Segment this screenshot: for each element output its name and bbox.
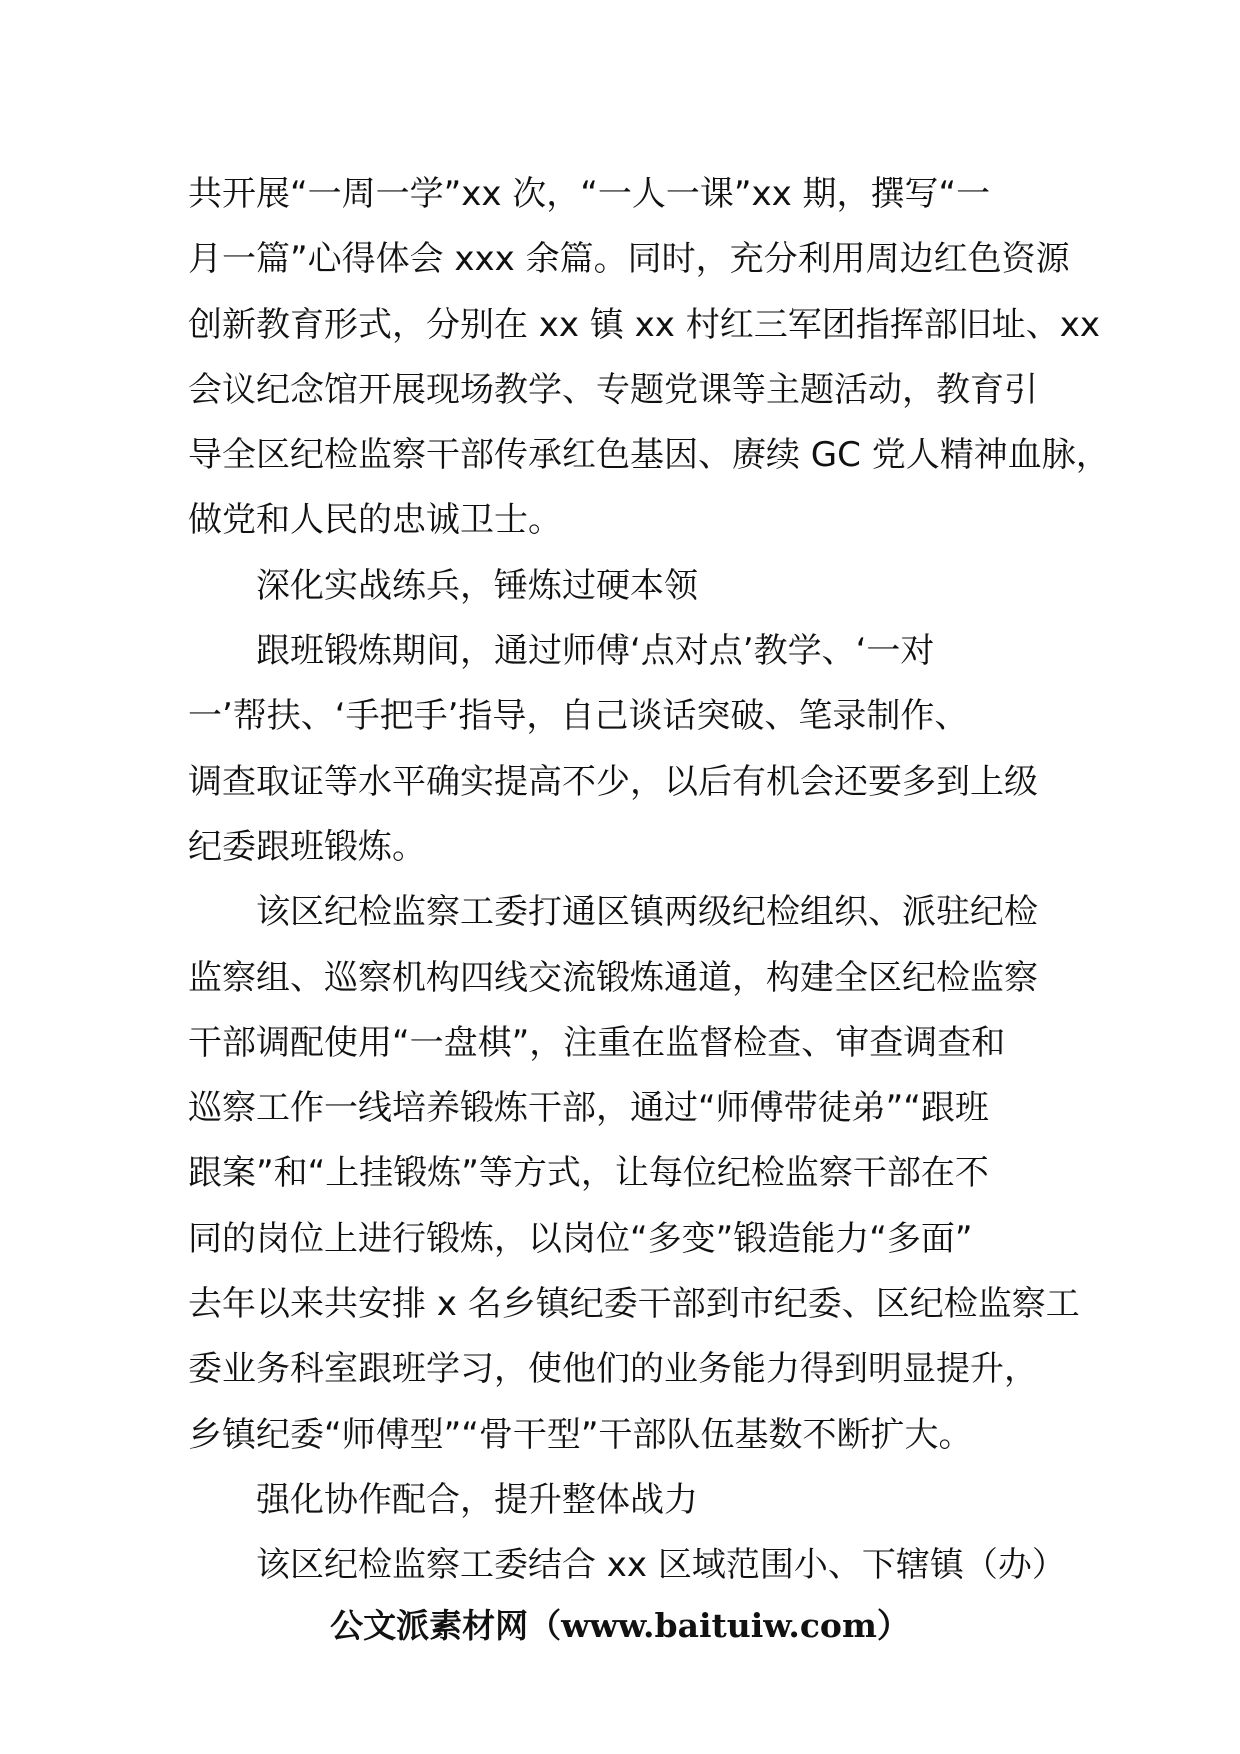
section-heading: 强化协作配合，提升整体战力 xyxy=(188,1479,698,1520)
text-line: 导全区纪检监察干部传承红色基因、赓续 GC 党人精神血脉， xyxy=(188,435,1110,476)
text-line: 跟案”和“上挂锻炼”等方式，让每位纪检监察干部在不 xyxy=(188,1153,989,1194)
text-line: 干部调配使用“一盘棋”，注重在监督检查、审查调查和 xyxy=(188,1022,1006,1063)
text-line: 同的岗位上进行锻炼，以岗位“多变”锻造能力“多面” xyxy=(188,1218,973,1259)
text-line: 会议纪念馆开展现场教学、专题党课等主题活动，教育引 xyxy=(188,369,1038,410)
text-line: 一’帮扶、‘手把手’指导，自己谈话突破、笔录制作、 xyxy=(188,696,969,737)
text-line: 委业务科室跟班学习，使他们的业务能力得到明显提升， xyxy=(188,1349,1038,1390)
text-line: 纪委跟班锻炼。 xyxy=(188,826,426,867)
document-body xyxy=(188,162,1110,1599)
text-line: 去年以来共安排 x 名乡镇纪委干部到市纪委、区纪检监察工 xyxy=(188,1284,1080,1325)
footer-watermark: 公文派素材网（www.baituiw.com） xyxy=(330,1606,910,1645)
text-line: 做党和人民的忠诚卫士。 xyxy=(188,500,562,541)
text-line: 该区纪检监察工委打通区镇两级纪检组织、派驻纪检 xyxy=(188,892,1038,933)
text-line: 监察组、巡察机构四线交流锻炼通道，构建全区纪检监察 xyxy=(188,957,1038,998)
text-line: 跟班锻炼期间，通过师傅‘点对点’教学、‘一对 xyxy=(188,631,935,672)
section-heading: 深化实战练兵，锤炼过硬本领 xyxy=(188,565,698,606)
text-line: 巡察工作一线培养锻炼干部，通过“师傅带徒弟”“跟班 xyxy=(188,1088,989,1129)
text-line: 创新教育形式，分别在 xx 镇 xx 村红三军团指挥部旧址、xx xyxy=(188,304,1100,345)
text-line: 该区纪检监察工委结合 xx 区域范围小、下辖镇（办） xyxy=(188,1545,1066,1586)
text-line: 乡镇纪委“师傅型”“骨干型”干部队伍基数不断扩大。 xyxy=(188,1414,973,1455)
text-line: 月一篇”心得体会 xxx 余篇。同时，充分利用周边红色资源 xyxy=(188,239,1070,280)
text-line: 共开展“一周一学”xx 次，“一人一课”xx 期，撰写“一 xyxy=(188,174,991,214)
text-line: 调查取证等水平确实提高不少，以后有机会还要多到上级 xyxy=(188,761,1038,802)
